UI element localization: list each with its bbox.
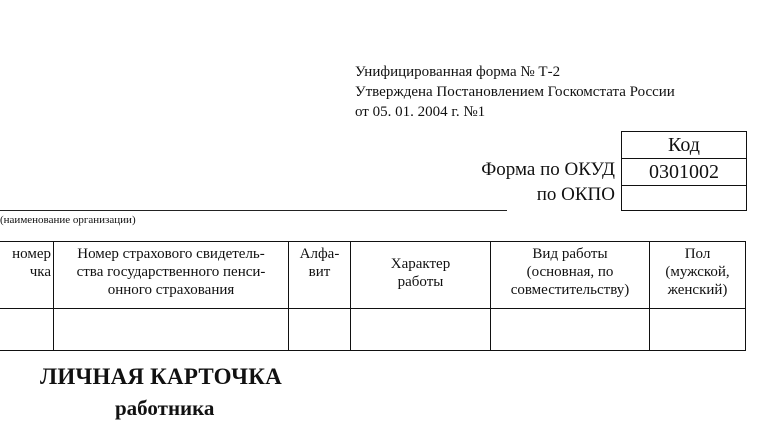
okud-label: Форма по ОКУД — [481, 159, 615, 180]
page-subtitle: работника — [115, 396, 215, 420]
okud-code-field[interactable]: 0301002 — [622, 158, 746, 186]
column-header-gender: Пол (мужской, женский) — [665, 246, 730, 298]
column-header-personnel-number: номер чка — [12, 246, 51, 280]
code-header: Код — [668, 134, 700, 156]
organization-caption: (наименование организации) — [0, 214, 136, 226]
column-header-insurance-number: Номер страхового свидетель- ства государственного пенси- онного страхования — [76, 246, 266, 298]
form-header — [355, 62, 675, 122]
personnel-data-table — [0, 241, 746, 351]
okpo-code-field[interactable] — [622, 185, 746, 212]
table-divider — [0, 308, 746, 309]
form-header-line3: от 05. 01. 2004 г. №1 — [355, 104, 486, 120]
column-header-alphabet: Алфа- вит — [299, 246, 340, 280]
form-header-line2: Утверждена Постановлением Госкомстата России — [355, 84, 675, 100]
form-header-line1: Унифицированная форма № Т-2 — [355, 64, 561, 80]
page-title: ЛИЧНАЯ КАРТОЧКА — [40, 364, 282, 389]
okpo-label: по ОКПО — [536, 184, 615, 205]
table-divider — [745, 242, 746, 350]
code-table — [621, 131, 747, 211]
column-header-work-character: Характер работы — [390, 256, 451, 290]
organization-name-field[interactable] — [0, 210, 507, 211]
column-header-work-type: Вид работы (основная, по совместительству) — [510, 246, 630, 298]
